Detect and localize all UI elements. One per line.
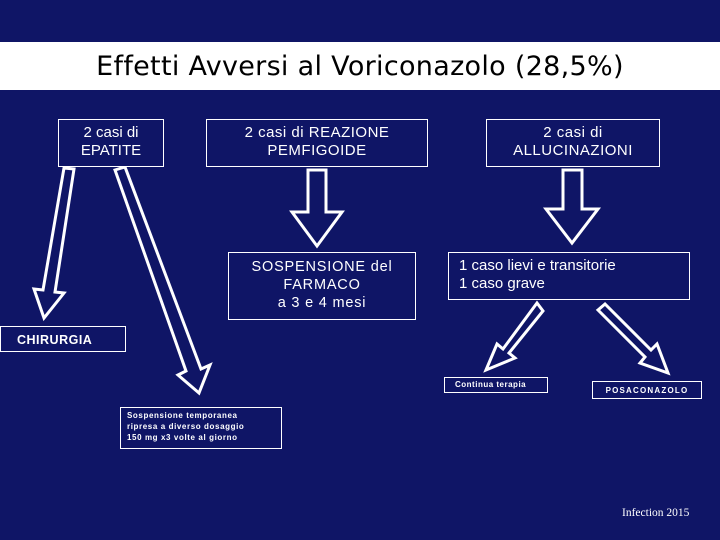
title-bar	[0, 42, 720, 90]
box-continua-terapia: Continua terapia	[444, 377, 548, 393]
arrow-epatite-to-sospensione-temporanea	[115, 167, 210, 393]
box-posaconazolo: POSACONAZOLO	[592, 381, 702, 399]
box-allucinazioni: 2 casi di ALLUCINAZIONI	[486, 119, 660, 167]
box-reazione-pemfigoide: 2 casi di REAZIONE PEMFIGOIDE	[206, 119, 428, 167]
arrow-pemfigoide-to-sospensione	[292, 170, 342, 246]
arrow-casi-to-posaconazolo	[598, 304, 668, 373]
box-sospensione-temporanea: Sospensione temporanea ripresa a diverso dosaggio 150 mg x3 volte al giorno	[120, 407, 282, 449]
box-sospensione-farmaco: SOSPENSIONE del FARMACO a 3 e 4 mesi	[228, 252, 416, 320]
box-casi-lievi-grave: 1 caso lievi e transitorie 1 caso grave	[448, 252, 690, 300]
box-epatite: 2 casi di EPATITE	[58, 119, 164, 167]
arrow-allucinazioni-to-casi	[546, 170, 598, 243]
citation: Infection 2015	[622, 507, 690, 519]
box-chirurgia: CHIRURGIA	[0, 326, 126, 352]
arrow-casi-to-continua	[486, 303, 543, 370]
arrow-epatite-to-chirurgia	[34, 168, 74, 318]
page-title: Effetti Avversi al Voriconazolo (28,5%)	[96, 50, 624, 82]
